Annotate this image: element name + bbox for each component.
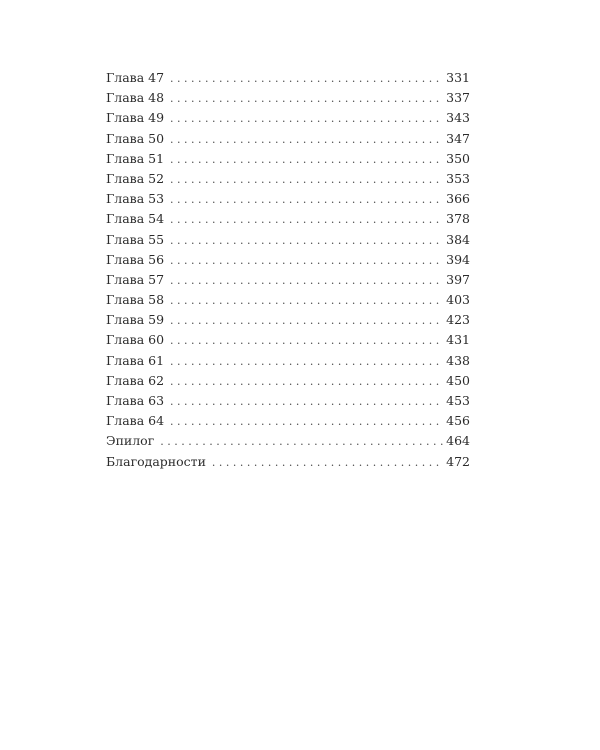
dot-leader — [212, 453, 443, 473]
dot-leader — [170, 150, 443, 170]
toc-entry-label: Глава 60 — [106, 332, 165, 348]
dot-leader — [170, 291, 443, 311]
dot-leader — [170, 130, 443, 150]
toc-entry — [106, 209, 470, 229]
toc-entry — [106, 129, 470, 149]
toc-entry-label: Глава 57 — [106, 271, 165, 287]
toc-entry-page-number: 384 — [446, 231, 470, 247]
toc-entry-page-number: 343 — [446, 110, 470, 126]
toc-entry — [106, 391, 470, 411]
dot-leader — [170, 210, 443, 230]
toc-entry-label: Глава 63 — [106, 393, 165, 408]
toc-entry-page-number: 453 — [446, 393, 470, 408]
toc-entry-page-number: 472 — [446, 453, 470, 469]
toc-entry-label: Благодарности — [106, 453, 206, 469]
toc-entry-page-number: 366 — [446, 191, 470, 207]
toc-entry-page-number: 403 — [446, 292, 470, 308]
toc-entry-label: Глава 56 — [106, 251, 165, 267]
toc-entry — [106, 270, 470, 290]
toc-entry-page-number: 378 — [446, 211, 470, 227]
toc-entry-page-number: 464 — [446, 433, 470, 449]
toc-entry — [106, 149, 470, 169]
toc-entry-page-number: 353 — [446, 170, 470, 186]
dot-leader — [170, 109, 443, 129]
dot-leader — [170, 190, 443, 210]
dot-leader — [170, 89, 443, 109]
toc-entry — [106, 169, 470, 189]
toc-entry-label: Глава 59 — [106, 312, 165, 328]
dot-leader — [170, 311, 443, 331]
dot-leader — [170, 271, 443, 291]
dot-leader — [170, 231, 443, 251]
dot-leader — [170, 69, 443, 89]
toc-entry — [106, 88, 470, 108]
dot-leader — [160, 432, 443, 452]
table-of-contents — [106, 68, 470, 472]
toc-entry-label: Глава 47 — [106, 70, 165, 85]
toc-entry-page-number: 423 — [446, 312, 470, 328]
toc-entry — [106, 310, 470, 330]
toc-entry-label: Глава 48 — [106, 90, 165, 106]
dot-leader — [170, 392, 443, 412]
toc-entry-label: Глава 49 — [106, 110, 165, 126]
toc-entry — [106, 452, 470, 472]
toc-entry-label: Глава 52 — [106, 170, 165, 186]
toc-entry — [106, 351, 470, 371]
dot-leader — [170, 251, 443, 271]
toc-entry-page-number: 438 — [446, 352, 470, 368]
toc-entry-label: Эпилог — [106, 433, 155, 449]
dot-leader — [170, 372, 443, 392]
dot-leader — [170, 331, 443, 351]
toc-entry — [106, 330, 470, 350]
toc-entry — [106, 290, 470, 310]
toc-entry-label: Глава 53 — [106, 191, 165, 207]
toc-entry-page-number: 394 — [446, 251, 470, 267]
toc-entry-label: Глава 64 — [106, 413, 165, 429]
toc-entry — [106, 68, 470, 88]
toc-entry — [106, 230, 470, 250]
toc-entry — [106, 371, 470, 391]
dot-leader — [170, 170, 443, 190]
toc-entry-label: Глава 62 — [106, 372, 165, 388]
toc-entry-page-number: 337 — [446, 90, 470, 106]
toc-entry — [106, 108, 470, 128]
toc-entry-label: Глава 55 — [106, 231, 165, 247]
toc-entry-label: Глава 54 — [106, 211, 165, 227]
toc-entry — [106, 250, 470, 270]
toc-entry-page-number: 450 — [446, 372, 470, 388]
toc-entry-label: Глава 58 — [106, 292, 165, 308]
toc-entry-label: Глава 51 — [106, 150, 165, 166]
toc-entry-page-number: 331 — [446, 70, 470, 85]
dot-leader — [170, 352, 443, 372]
dot-leader — [170, 412, 443, 432]
toc-entry-page-number: 397 — [446, 271, 470, 287]
toc-entry — [106, 431, 470, 451]
toc-entry-label: Глава 50 — [106, 130, 165, 146]
toc-entry — [106, 411, 470, 431]
toc-entry-label: Глава 61 — [106, 352, 165, 368]
toc-entry-page-number: 350 — [446, 150, 470, 166]
toc-entry-page-number: 431 — [446, 332, 470, 348]
toc-entry — [106, 189, 470, 209]
toc-entry-page-number: 347 — [446, 130, 470, 146]
toc-entry-page-number: 456 — [446, 413, 470, 429]
